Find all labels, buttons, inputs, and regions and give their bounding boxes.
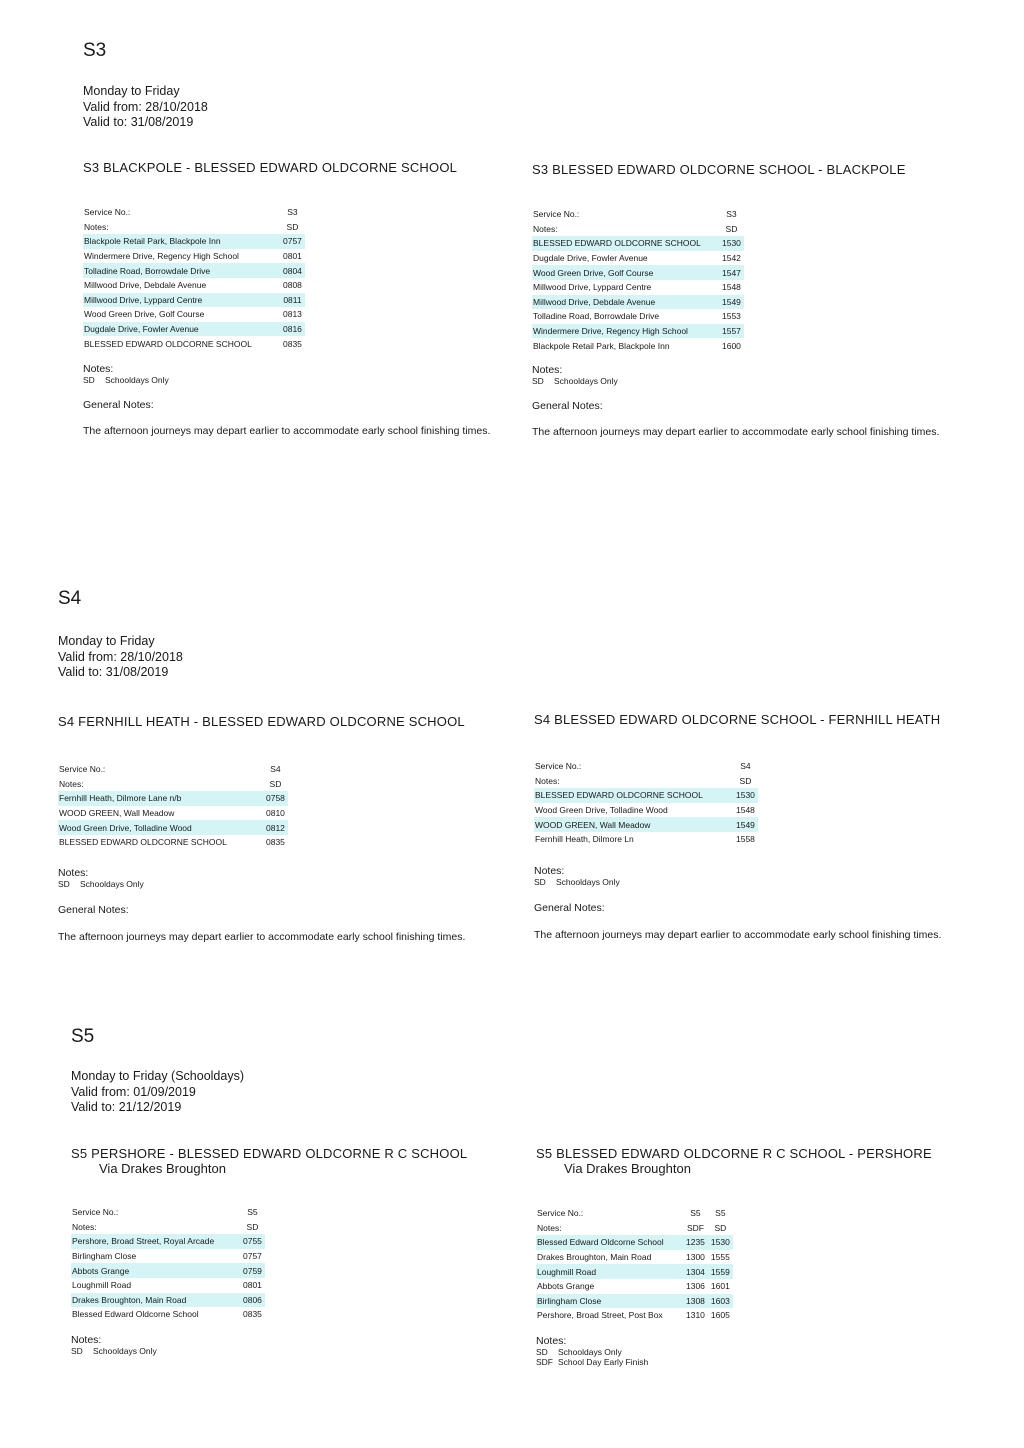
time-cell: 1306 (686, 1281, 705, 1292)
stop-name: Loughmill Road (536, 1264, 683, 1279)
timetable-subtitle: Via Drakes Broughton (564, 1161, 691, 1176)
stop-row (534, 788, 758, 803)
stop-row (532, 236, 744, 251)
valid-to: Valid to: 21/12/2019 (71, 1100, 182, 1114)
stop-row (534, 832, 758, 847)
stop-name: Service No.: (535, 761, 582, 772)
notes-heading: Notes: (532, 364, 563, 376)
timetable-title: S3 BLESSED EDWARD OLDCORNE SCHOOL - BLACKPOLE (532, 162, 906, 177)
service-no-row (58, 762, 288, 777)
stop-row (83, 263, 305, 278)
time-cell: 1530 (708, 1235, 733, 1250)
days: Monday to Friday (58, 634, 155, 648)
stop-row (83, 249, 305, 264)
stop-name: Windermere Drive, Regency High School (84, 251, 239, 262)
time-cell: S5 (715, 1208, 726, 1219)
notes-section (534, 866, 620, 887)
note-code: SD (71, 1346, 83, 1356)
time-cell: 1559 (708, 1264, 733, 1279)
time-cell: 1548 (736, 805, 755, 816)
general-notes-heading: General Notes: (534, 902, 605, 914)
general-notes-text: The afternoon journeys may depart earlier to accommodate early school finishing times. (534, 929, 942, 941)
time-cell: 1557 (719, 324, 744, 339)
stop-name: BLESSED EDWARD OLDCORNE SCHOOL (534, 788, 733, 803)
note-item (71, 1346, 157, 1356)
notes-heading: Notes: (71, 1334, 102, 1346)
time-cell: SD (725, 223, 738, 234)
stop-row (532, 251, 744, 266)
note-code: SD (534, 877, 546, 887)
stop-row (536, 1250, 733, 1265)
stop-row (536, 1279, 733, 1294)
time-cell: 0759 (240, 1263, 265, 1278)
notes-section (536, 1336, 648, 1367)
time-cell: 1555 (710, 1252, 730, 1263)
note-item (58, 879, 144, 889)
time-cell: 1308 (683, 1294, 708, 1309)
stop-name: Notes: (533, 223, 558, 234)
notes-code-row (536, 1221, 733, 1236)
time-cell: S5 (247, 1207, 258, 1218)
stop-name: Loughmill Road (72, 1280, 132, 1291)
note-text: School Day Early Finish (558, 1357, 649, 1367)
time-cell: 0835 (243, 1309, 262, 1320)
stop-row (536, 1235, 733, 1250)
timetable-table (83, 205, 305, 351)
stop-row (536, 1294, 733, 1309)
stop-name: Blessed Edward Oldcorne School (72, 1309, 199, 1320)
note-text: Schooldays Only (80, 879, 144, 889)
stop-row (58, 806, 288, 821)
stop-name: WOOD GREEN, Wall Meadow (59, 808, 175, 819)
stop-name: Service No.: (72, 1207, 119, 1218)
stop-row (71, 1278, 265, 1293)
validity-info (58, 634, 183, 681)
stop-name: Millwood Drive, Debdale Avenue (84, 280, 207, 291)
stop-row (534, 817, 758, 832)
time-cell: 0804 (280, 263, 305, 278)
time-cell: 0810 (266, 808, 285, 819)
stop-name: Notes: (59, 778, 84, 789)
notes-section (71, 1335, 157, 1356)
time-cell: SDF (686, 1222, 704, 1233)
time-cell: S5 (690, 1208, 701, 1219)
notes-section (83, 364, 169, 385)
valid-to: Valid to: 31/08/2019 (83, 115, 194, 129)
general-notes-heading: General Notes: (532, 400, 603, 412)
timetable-title: S3 BLACKPOLE - BLESSED EDWARD OLDCORNE SCHOOL (83, 160, 458, 175)
general-notes-heading: General Notes: (58, 904, 129, 916)
stop-name: Dugdale Drive, Fowler Avenue (533, 253, 648, 264)
stop-name: BLESSED EDWARD OLDCORNE SCHOOL (84, 338, 252, 349)
service-no-row (536, 1206, 733, 1221)
stop-row (71, 1293, 265, 1308)
time-cell: 0813 (283, 309, 302, 320)
note-item (534, 877, 620, 887)
stop-name: Wood Green Drive, Tolladine Wood (535, 805, 668, 816)
stop-name: Millwood Drive, Lyppard Centre (83, 293, 280, 308)
note-code: SDF (536, 1357, 553, 1367)
note-code: SD (532, 376, 544, 386)
stop-name: Notes: (84, 221, 109, 232)
time-cell: 0811 (280, 293, 305, 308)
stop-name: Service No.: (59, 764, 106, 775)
time-cell: S4 (740, 761, 751, 772)
stop-row (532, 338, 744, 353)
general-notes-text: The afternoon journeys may depart earlier to accommodate early school finishing times. (58, 931, 466, 943)
stop-name: Tolladine Road, Borrowdale Drive (83, 263, 280, 278)
time-cell: 1304 (683, 1264, 708, 1279)
time-cell: SD (714, 1222, 727, 1233)
notes-code-row (83, 220, 305, 235)
stop-row (71, 1249, 265, 1264)
timetable-table (534, 759, 758, 847)
time-cell: S3 (287, 207, 298, 218)
stop-name: Windermere Drive, Regency High School (532, 324, 719, 339)
stop-row (71, 1307, 265, 1322)
notes-code-row (532, 222, 744, 237)
stop-row (58, 835, 288, 850)
time-cell: 1548 (722, 282, 741, 293)
timetable-title: S5 PERSHORE - BLESSED EDWARD OLDCORNE R C SCHOOL (71, 1146, 468, 1161)
stop-name: Birlingham Close (72, 1251, 137, 1262)
notes-code-row (58, 777, 288, 792)
stop-name: Abbots Grange (71, 1263, 240, 1278)
time-cell: 1547 (719, 265, 744, 280)
time-cell: 0755 (240, 1234, 265, 1249)
note-code: SD (58, 879, 70, 889)
stop-name: Tolladine Road, Borrowdale Drive (533, 311, 660, 322)
service-heading: S3 (83, 40, 107, 61)
stop-row (536, 1308, 733, 1323)
time-cell: 1300 (686, 1252, 705, 1263)
time-cell: 1310 (686, 1310, 705, 1321)
stop-name: Millwood Drive, Debdale Avenue (532, 295, 719, 310)
time-cell: 1600 (722, 340, 741, 351)
stop-name: Fernhill Heath, Dilmore Ln (535, 834, 634, 845)
time-cell: S4 (270, 764, 281, 775)
time-cell: 1235 (683, 1235, 708, 1250)
timetable-title: S4 BLESSED EDWARD OLDCORNE SCHOOL - FERNHILL HEATH (534, 712, 941, 727)
time-cell: 0835 (283, 338, 302, 349)
notes-section (532, 365, 618, 386)
stop-row (532, 309, 744, 324)
stop-row (83, 307, 305, 322)
service-no-row (83, 205, 305, 220)
stop-name: WOOD GREEN, Wall Meadow (534, 817, 733, 832)
days: Monday to Friday (Schooldays) (71, 1069, 244, 1083)
stop-row (532, 265, 744, 280)
time-cell: 1605 (710, 1310, 730, 1321)
stop-name: Blessed Edward Oldcorne School (536, 1235, 683, 1250)
time-cell: 1553 (722, 311, 741, 322)
time-cell: 1549 (719, 295, 744, 310)
stop-name: Millwood Drive, Lyppard Centre (533, 282, 652, 293)
valid-from: Valid from: 01/09/2019 (71, 1084, 196, 1099)
stop-name: Service No.: (537, 1208, 584, 1219)
stop-name: Service No.: (533, 209, 580, 220)
service-no-row (534, 759, 758, 774)
note-text: Schooldays Only (93, 1346, 157, 1356)
timetable-table (536, 1206, 733, 1323)
stop-row (532, 280, 744, 295)
note-text: Schooldays Only (556, 877, 620, 887)
note-item (83, 375, 169, 385)
note-text: Schooldays Only (558, 1347, 622, 1357)
stop-row (71, 1263, 265, 1278)
note-code: SD (83, 375, 95, 385)
notes-heading: Notes: (58, 867, 89, 879)
time-cell: 0835 (266, 837, 285, 848)
valid-from: Valid from: 28/10/2018 (58, 649, 183, 664)
time-cell: 1603 (708, 1294, 733, 1309)
stop-name: Abbots Grange (537, 1281, 595, 1292)
stop-name: Wood Green Drive, Tolladine Wood (58, 820, 263, 835)
time-cell: 0758 (263, 791, 288, 806)
valid-to: Valid to: 31/08/2019 (58, 665, 169, 679)
valid-from: Valid from: 28/10/2018 (83, 99, 208, 114)
general-notes-heading: General Notes: (83, 399, 154, 411)
stop-row (71, 1234, 265, 1249)
stop-name: Notes: (537, 1222, 562, 1233)
time-cell: 1542 (722, 253, 741, 264)
time-cell: S3 (726, 209, 737, 220)
stop-name: Birlingham Close (536, 1294, 683, 1309)
days: Monday to Friday (83, 84, 180, 98)
time-cell: 0757 (280, 234, 305, 249)
stop-row (83, 234, 305, 249)
general-notes-text: The afternoon journeys may depart earlier to accommodate early school finishing times. (532, 426, 940, 438)
general-notes-text: The afternoon journeys may depart earlier to accommodate early school finishing times. (83, 425, 491, 437)
stop-name: Notes: (72, 1221, 97, 1232)
time-cell: 1558 (736, 834, 755, 845)
time-cell: SD (246, 1221, 259, 1232)
stop-row (534, 803, 758, 818)
time-cell: SD (269, 778, 282, 789)
timetable-table (71, 1205, 265, 1322)
notes-code-row (71, 1220, 265, 1235)
stop-row (532, 295, 744, 310)
time-cell: 1601 (710, 1281, 730, 1292)
stop-name: Blackpole Retail Park, Blackpole Inn (83, 234, 280, 249)
stop-name: Wood Green Drive, Golf Course (84, 309, 205, 320)
timetable-table (58, 762, 288, 850)
stop-name: BLESSED EDWARD OLDCORNE SCHOOL (532, 236, 719, 251)
stop-row (58, 791, 288, 806)
validity-info (83, 84, 208, 131)
stop-name: Drakes Broughton, Main Road (537, 1252, 652, 1263)
stop-name: Notes: (535, 775, 560, 786)
time-cell: 0801 (243, 1280, 262, 1291)
note-text: Schooldays Only (554, 376, 618, 386)
stop-name: Pershore, Broad Street, Royal Arcade (71, 1234, 240, 1249)
time-cell: SD (286, 221, 299, 232)
stop-name: Fernhill Heath, Dilmore Lane n/b (58, 791, 263, 806)
time-cell: SD (739, 775, 752, 786)
time-cell: 1530 (733, 788, 758, 803)
validity-info (71, 1069, 244, 1116)
stop-row (58, 820, 288, 835)
time-cell: 0812 (263, 820, 288, 835)
service-heading: S4 (58, 588, 82, 609)
note-item (536, 1357, 648, 1367)
notes-heading: Notes: (534, 865, 565, 877)
note-item (532, 376, 618, 386)
notes-code-row (534, 774, 758, 789)
time-cell: 0816 (280, 322, 305, 337)
time-cell: 0757 (243, 1251, 262, 1262)
stop-row (83, 293, 305, 308)
timetable-subtitle: Via Drakes Broughton (99, 1161, 226, 1176)
time-cell: 0808 (283, 280, 302, 291)
stop-row (83, 336, 305, 351)
service-no-row (71, 1205, 265, 1220)
stop-row (83, 278, 305, 293)
time-cell: 1549 (733, 817, 758, 832)
note-code: SD (536, 1347, 548, 1357)
stop-row (532, 324, 744, 339)
stop-name: Dugdale Drive, Fowler Avenue (83, 322, 280, 337)
time-cell: 1530 (719, 236, 744, 251)
stop-name: Wood Green Drive, Golf Course (532, 265, 719, 280)
notes-section (58, 868, 144, 889)
service-heading: S5 (71, 1026, 95, 1047)
note-text: Schooldays Only (105, 375, 169, 385)
stop-name: BLESSED EDWARD OLDCORNE SCHOOL (59, 837, 227, 848)
time-cell: 0801 (283, 251, 302, 262)
notes-heading: Notes: (536, 1335, 567, 1347)
stop-name: Drakes Broughton, Main Road (71, 1293, 240, 1308)
timetable-title: S4 FERNHILL HEATH - BLESSED EDWARD OLDCORNE SCHOOL (58, 714, 465, 729)
time-cell: 0806 (240, 1293, 265, 1308)
service-no-row (532, 207, 744, 222)
notes-heading: Notes: (83, 363, 114, 375)
stop-row (536, 1264, 733, 1279)
timetable-title: S5 BLESSED EDWARD OLDCORNE R C SCHOOL - PERSHORE (536, 1146, 932, 1161)
stop-name: Service No.: (84, 207, 131, 218)
stop-row (83, 322, 305, 337)
stop-name: Pershore, Broad Street, Post Box (537, 1310, 663, 1321)
note-item (536, 1347, 648, 1357)
timetable-table (532, 207, 744, 353)
stop-name: Blackpole Retail Park, Blackpole Inn (533, 340, 670, 351)
